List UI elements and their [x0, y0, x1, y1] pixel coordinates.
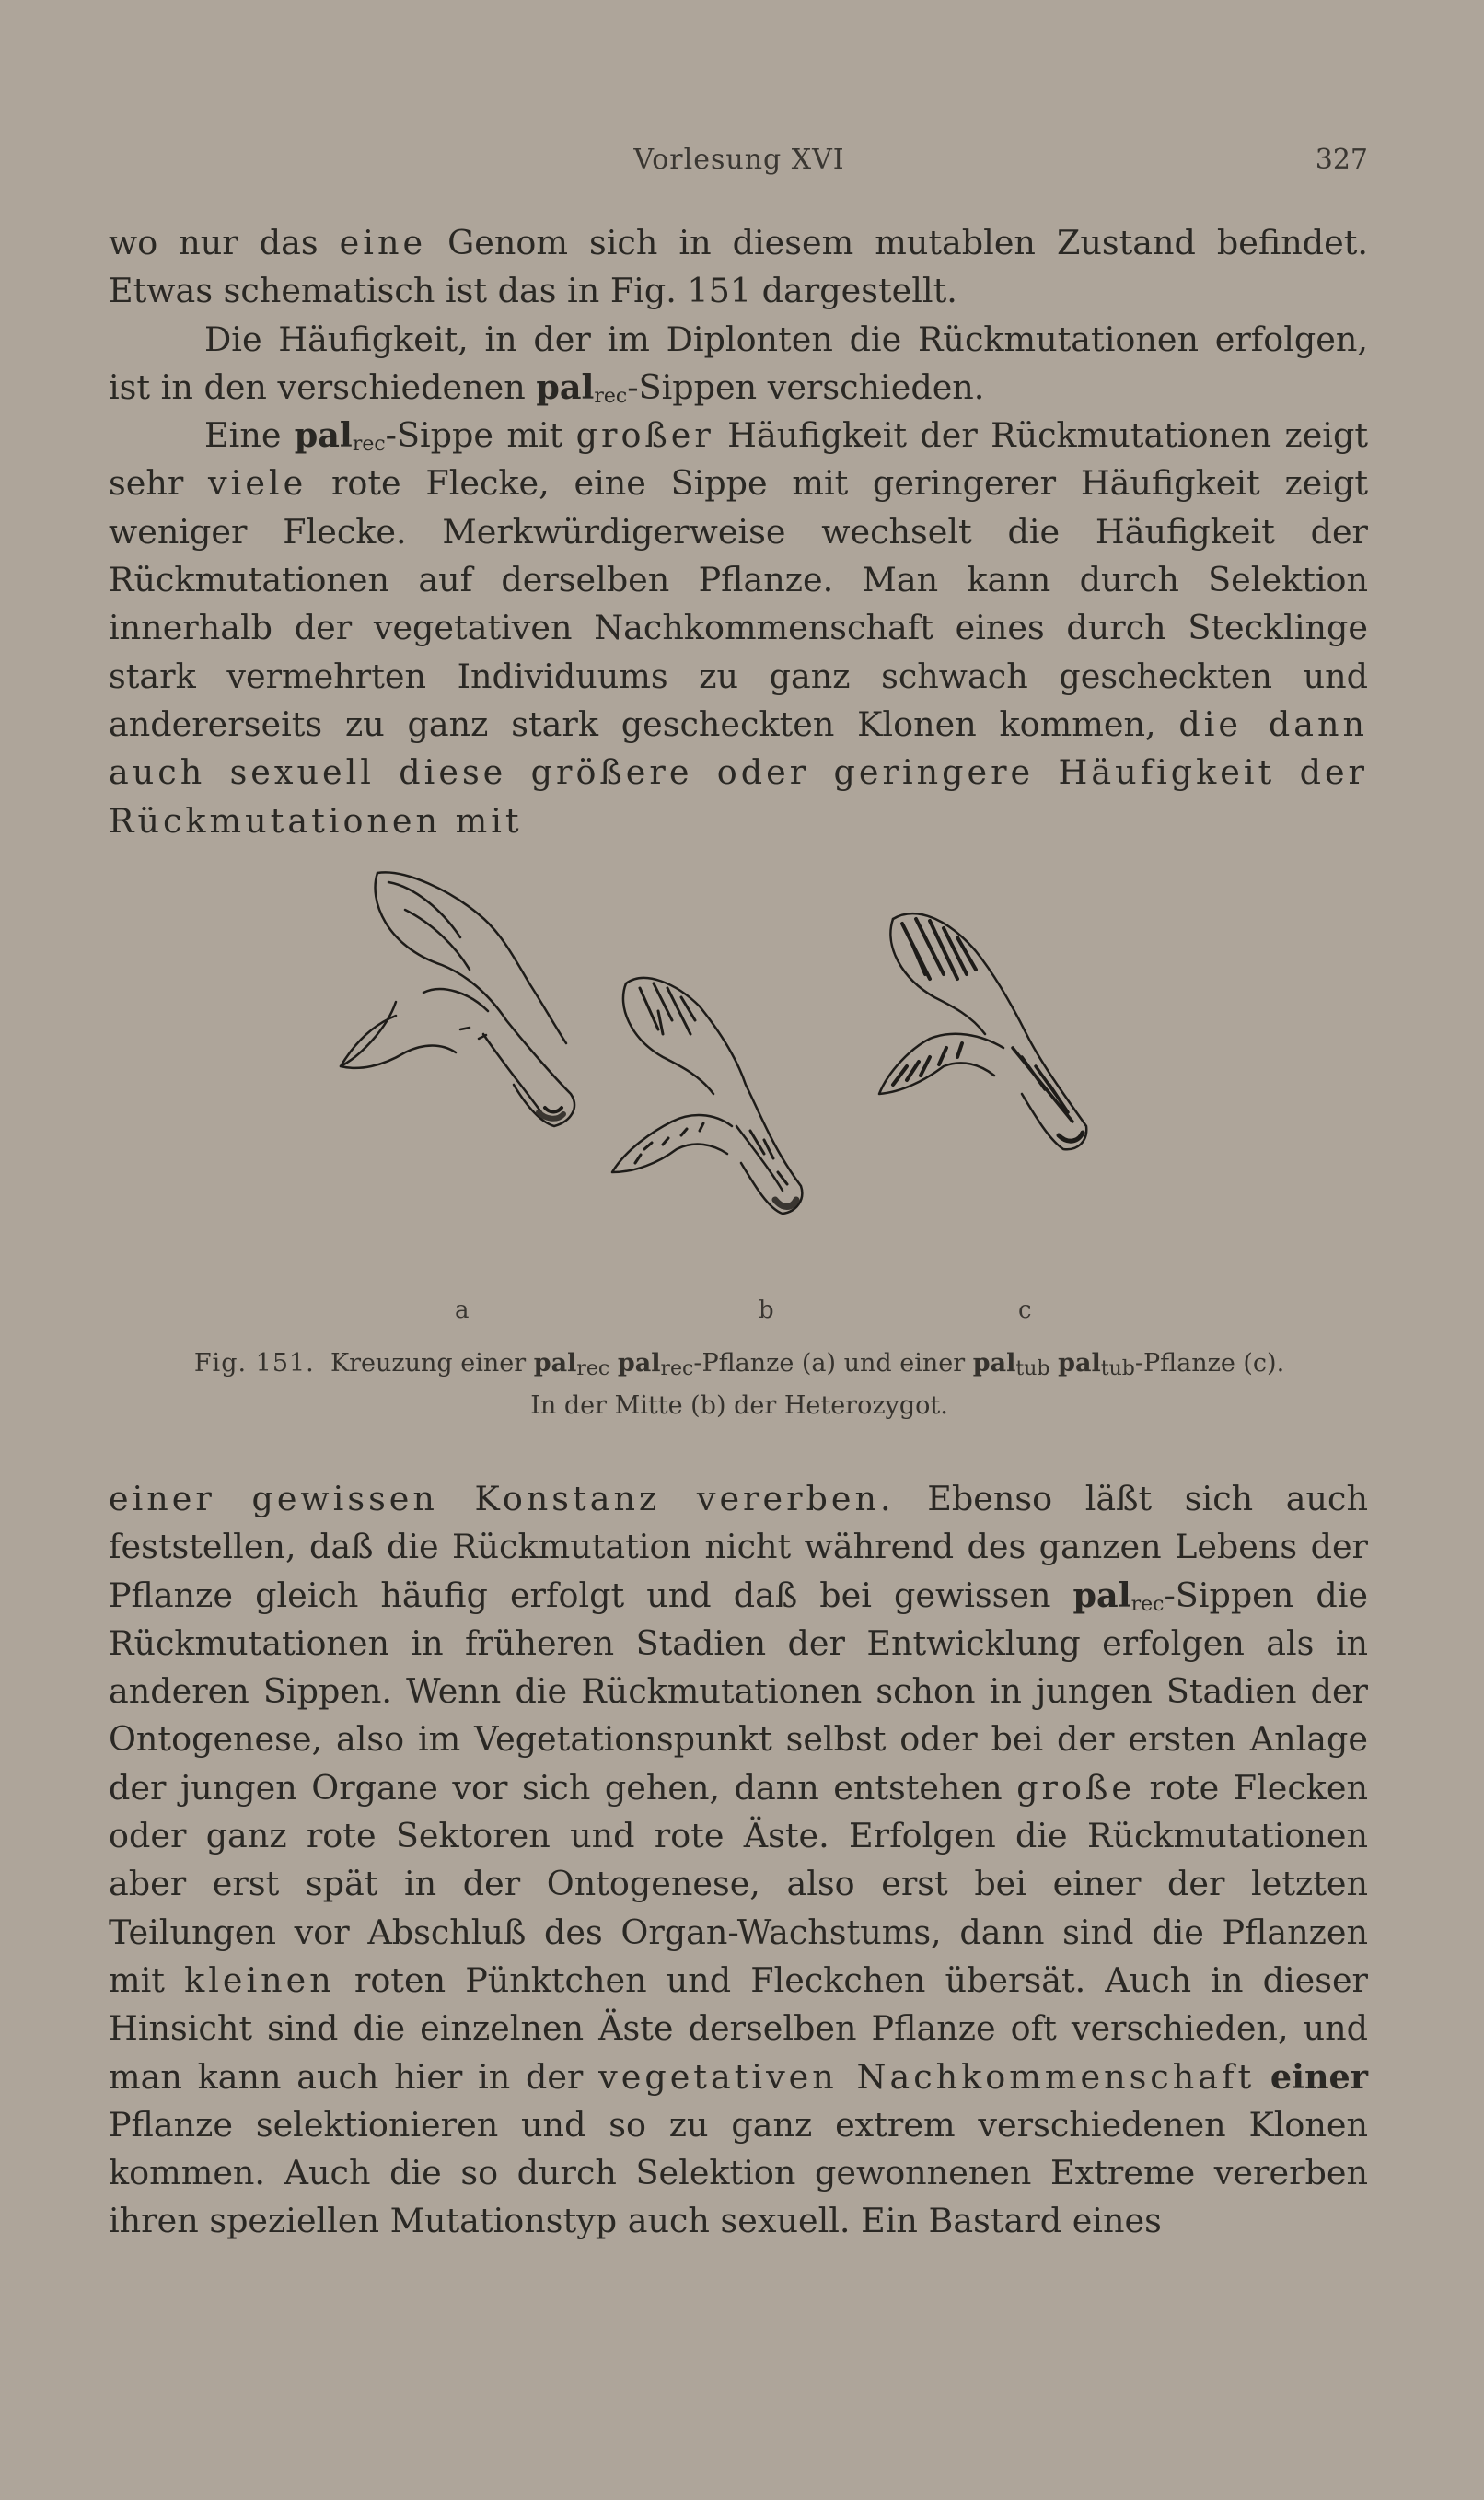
gene-subscript: rec: [352, 433, 386, 457]
gene-subscript: rec: [660, 1357, 694, 1380]
gene-symbol: pal: [617, 1349, 661, 1378]
figure-number: Fig. 151.: [193, 1349, 315, 1378]
paragraph: [109, 412, 1368, 845]
caption-text: -Pflanze (a) und einer: [693, 1349, 973, 1378]
gene-subscript: rec: [594, 384, 628, 408]
gene-subscript: tub: [1100, 1357, 1135, 1380]
figure-caption: [110, 1343, 1368, 1427]
emphasized-text: die dann auch sexuell diese größere oder geringere Häufigkeit der Rückmutationen mit: [109, 703, 1368, 841]
gene-symbol: pal: [294, 415, 353, 456]
gene-subscript: rec: [1130, 1592, 1165, 1616]
caption-line-2: In der Mitte (b) der Heterozygot.: [530, 1391, 948, 1420]
panel-label-a: a: [455, 1297, 470, 1324]
gene-symbol: pal: [533, 1349, 577, 1378]
figure-151-drawing: [304, 845, 1188, 1287]
running-title: Vorlesung XVI: [633, 144, 845, 176]
flower-b-drawing: [612, 978, 802, 1214]
caption-text: -Pflanze (c).: [1134, 1349, 1285, 1378]
page-header: [110, 138, 1368, 179]
text-run: -Sippen die Rückmutationen in früheren Stadien der Entwicklung erfolgen als in anderen Sippen. Wenn die Rückmutationen schon in jungen Stadien der Ontogenese, also im Vegetationspunkt selbst oder bei der ersten Anlage der jungen Organe vor sich gehen, dann entstehen: [109, 1575, 1368, 1808]
emphasized-text: kleinen: [184, 1959, 335, 2000]
caption-text: Kreuzung einer: [330, 1349, 534, 1378]
panel-label-b: b: [759, 1297, 774, 1324]
text-run: Häufigkeit der Rückmutationen zeigt sehr: [109, 415, 1369, 504]
body-text-bottom: [109, 1475, 1368, 2246]
text-run: [1255, 2057, 1270, 2097]
flower-illustration: [304, 845, 1188, 1287]
emphasized-text: großer: [575, 415, 714, 456]
emphasized-text: große: [1016, 1767, 1135, 1808]
text-run: -Sippen verschieden.: [627, 366, 985, 407]
caption-line-1: [110, 1343, 1368, 1385]
gene-symbol: pal: [1072, 1575, 1131, 1615]
panel-label-c: c: [1018, 1297, 1032, 1324]
emphasized-text: eine: [339, 223, 427, 262]
body-text-top: [109, 219, 1368, 845]
text-run: Pflanze selektionieren und so zu ganz extrem verschiedenen Klonen kommen. Auch die so durch Selektion gewonnenen Extreme vererben ihren speziellen Mutationstyp auch sexuell. Ein Bastard eines: [109, 2104, 1368, 2241]
emphasized-text: einer gewissen Konstanz vererben.: [109, 1479, 895, 1518]
figure-panel-labels: [0, 1297, 1484, 1333]
gene-subscript: rec: [576, 1357, 610, 1380]
gene-symbol: pal: [972, 1349, 1016, 1378]
text-run: rote Flecken oder ganz rote Sektoren und rote Äste. Erfolgen die Rückmutationen aber erst spät in der Ontogenese, also erst bei einer der letzten Teilungen vor Abschluß des Organ-Wachstums, dann sind die Pflanzen mit: [109, 1767, 1368, 2000]
paragraph: [109, 219, 1368, 316]
gene-symbol: pal: [1058, 1349, 1101, 1378]
text-run: -Sippe mit: [385, 415, 576, 456]
text-run: roten Pünktchen und Fleckchen übersät. Auch in dieser Hinsicht sind die einzelnen Äste derselben Pflanze oft verschieden, und man kann auch hier in der: [109, 1959, 1368, 2097]
gene-subscript: tub: [1015, 1357, 1050, 1380]
text-run: wo nur das: [109, 223, 340, 262]
gene-symbol: pal: [536, 366, 595, 407]
text-run: Eine: [204, 415, 295, 456]
text-run: Die Häufigkeit, in der im Diplonten die Rückmutationen erfolgen, ist in den verschiedenen: [109, 319, 1368, 407]
flower-a-drawing: [341, 872, 574, 1126]
paragraph: [109, 1475, 1368, 2246]
bold-text: einer: [1270, 2056, 1368, 2097]
text-run: Genom sich in diesem mutablen Zustand befindet. Etwas schematisch ist das in Fig. 151 dargestellt.: [109, 223, 1368, 311]
emphasized-text: viele: [208, 463, 307, 504]
page-number: 327: [1315, 144, 1368, 176]
flower-c-drawing: [879, 913, 1086, 1149]
text-run: Ebenso läßt sich auch feststellen, daß die Rückmutation nicht während des ganzen Lebens der Pflanze gleich häufig erfolgt und daß bei gewissen: [109, 1479, 1368, 1615]
paragraph: [109, 316, 1368, 413]
text-run: rote Flecke, eine Sippe mit geringerer Häufigkeit zeigt weniger Flecke. Merkwürdigerweise wechselt die Häufigkeit der Rückmutationen auf derselben Pflanze. Man kann durch Selektion innerhalb der vegetativen Nachkommenschaft eines durch Stecklinge stark vermehrten Individuums zu ganz schwach gescheckten und andererseits zu ganz stark gescheckten Klonen kommen,: [109, 463, 1368, 744]
emphasized-text: vegetativen Nachkommenschaft: [598, 2056, 1256, 2097]
